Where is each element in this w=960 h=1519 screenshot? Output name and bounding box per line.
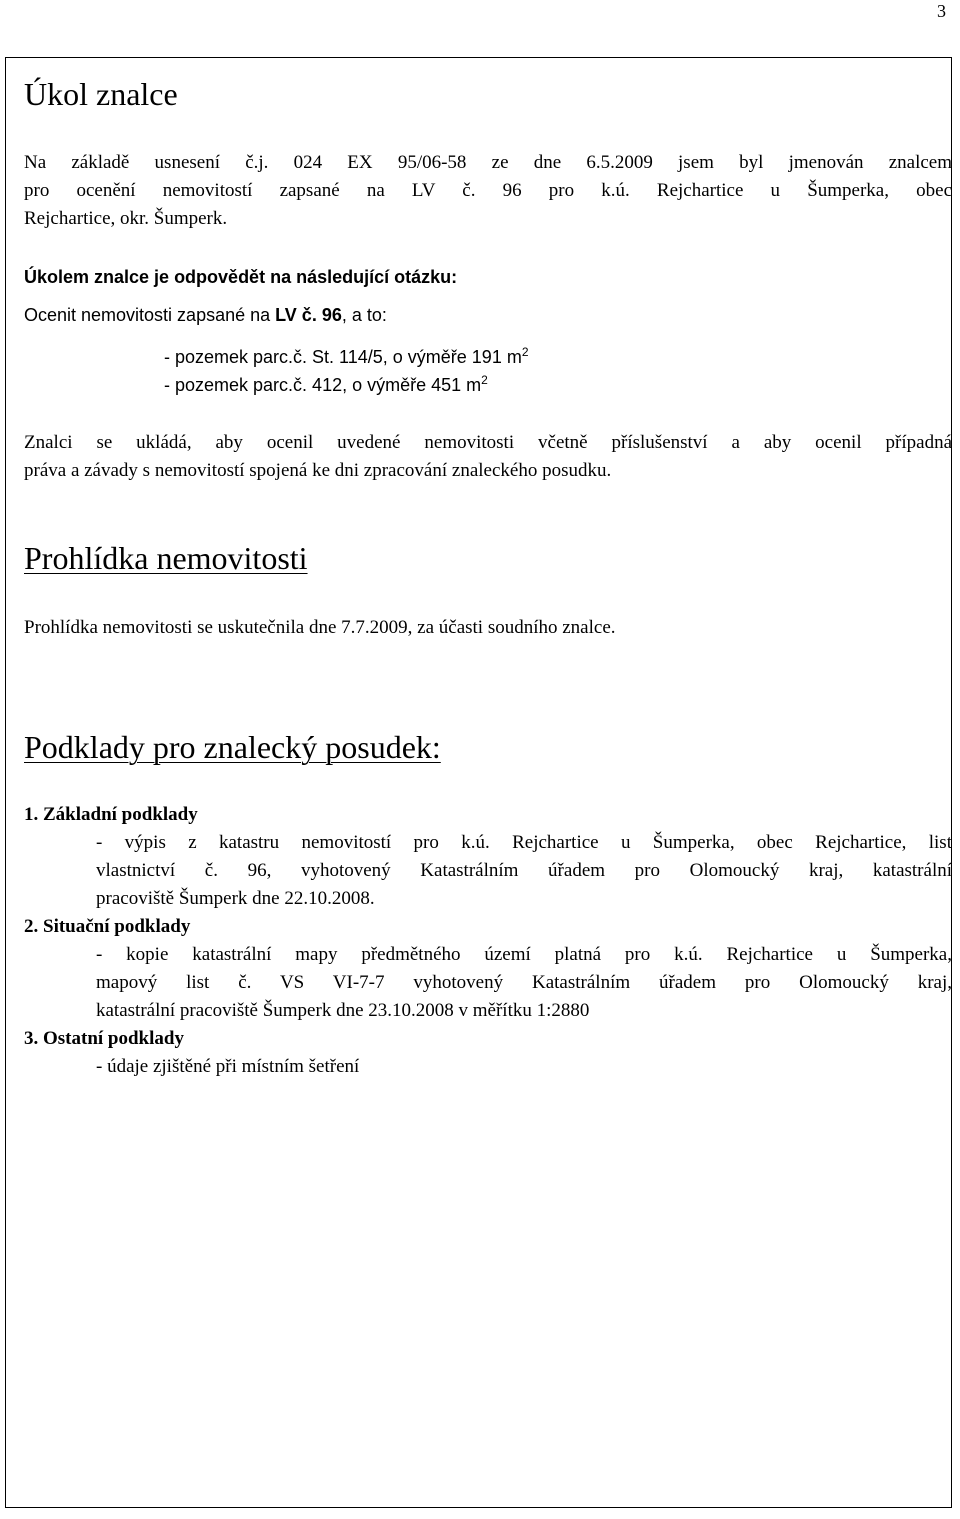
group-3-title: 3. Ostatní podklady [24, 1028, 184, 1049]
page-frame [5, 57, 952, 1508]
heading-prohlidka [24, 539, 952, 577]
group-3-body [96, 1053, 952, 1081]
group-2-line-2: mapový list č. VS VI-7-7 vyhotovený Katastrálním úřadem pro Olomoucký kraj, [96, 972, 952, 993]
task-text-lv: LV č. 96 [275, 305, 342, 325]
parcel-item-1-text: - pozemek parc.č. St. 114/5, o výměře 191 m [164, 347, 522, 367]
task-heading: Úkolem znalce je odpovědět na následující otázku: [24, 267, 458, 287]
parcel-item-2-text: - pozemek parc.č. 412, o výměře 451 m [164, 375, 482, 395]
note-paragraph [24, 429, 952, 485]
group-1-line-1: - výpis z katastru nemovitostí pro k.ú. Rejchartice u Šumperka, obec Rejchartice, list [96, 832, 952, 853]
heading-ukol-znalce: Úkol znalce [24, 76, 178, 112]
heading-podklady [24, 728, 952, 766]
group-1-line-3: pracoviště Šumperk dne 22.10.2008. [96, 888, 375, 909]
note-line-2: práva a závady s nemovitostí spojená ke dni zpracování znaleckého posudku. [24, 460, 612, 481]
heading-podklady-text: Podklady pro znalecký posudek: [24, 729, 441, 765]
intro-line-1: Na základě usnesení č.j. 024 EX 95/06-58 ze dne 6.5.2009 jsem byl jmenován znalcem [24, 152, 952, 173]
group-2-title: 2. Situační podklady [24, 916, 191, 937]
page-number: 3 [937, 1, 946, 21]
prohlidka-text: Prohlídka nemovitosti se uskutečnila dne 7.7.2009, za účasti soudního znalce. [24, 617, 616, 638]
group-1-body [96, 829, 952, 913]
intro-paragraph [24, 149, 952, 233]
parcel-item-1 [164, 343, 529, 371]
parcel-item-1-sup: 2 [521, 345, 529, 359]
parcel-item-2-sup: 2 [481, 373, 488, 387]
group-3-line-1: - údaje zjištěné při místním šetření [96, 1056, 360, 1077]
heading-prohlidka-text: Prohlídka nemovitosti [24, 540, 308, 576]
task-text-end: , a to: [341, 305, 387, 325]
task-text [24, 301, 952, 329]
group-2-line-3: katastrální pracoviště Šumperk dne 23.10.2008 v měřítku 1:2880 [96, 1000, 590, 1021]
group-2-line-1: - kopie katastrální mapy předmětného území platná pro k.ú. Rejchartice u Šumperka, [96, 944, 952, 965]
intro-line-3: Rejchartice, okr. Šumperk. [24, 208, 228, 229]
parcel-item-2 [164, 371, 488, 399]
group-2-body [96, 941, 952, 1025]
intro-line-2: pro ocenění nemovitostí zapsané na LV č. 96 pro k.ú. Rejchartice u Šumperka, obec [24, 180, 952, 201]
group-1-line-2: vlastnictví č. 96, vyhotovený Katastrálním úřadem pro Olomoucký kraj, katastrální [96, 860, 952, 881]
group-1-title: 1. Základní podklady [24, 804, 198, 825]
task-text-start: Ocenit nemovitosti zapsané na [24, 305, 276, 325]
note-line-1: Znalci se ukládá, aby ocenil uvedené nemovitosti včetně příslušenství a aby ocenil případná [24, 432, 952, 453]
